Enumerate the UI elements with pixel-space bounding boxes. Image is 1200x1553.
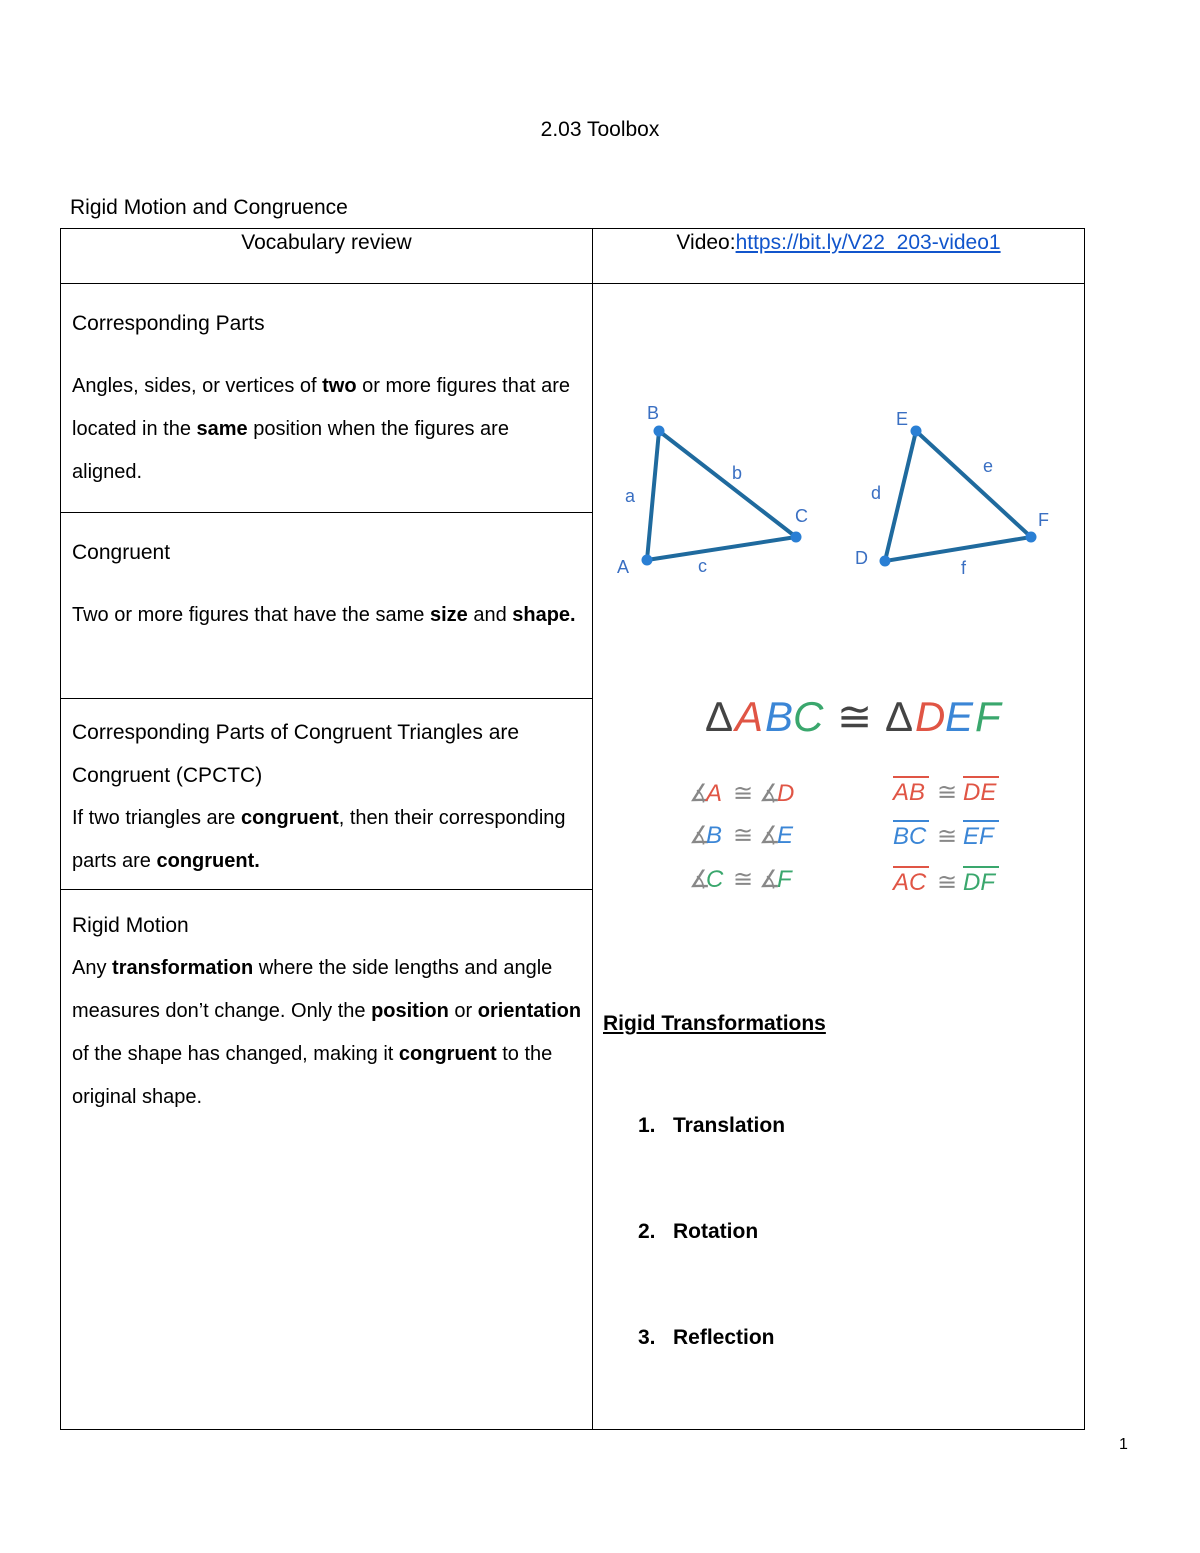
vertex-c-point [791, 532, 802, 543]
vertex-c-label: C [795, 506, 808, 526]
vertex-f-point [1026, 532, 1037, 543]
segment-congruences [891, 777, 999, 896]
side-f-label: f [961, 558, 967, 578]
def-bold: orientation [477, 1000, 582, 1022]
def-text: If two triangles are [72, 807, 241, 829]
angle-d-letter: D [777, 780, 795, 807]
triangle-def [855, 409, 1049, 578]
segment-de: DE [963, 779, 997, 806]
segment-ef: EF [963, 823, 994, 850]
def-text: and [467, 604, 513, 626]
term-title: Congruent [72, 541, 171, 564]
segment-ac: AC [893, 869, 927, 896]
cong-letter-b: B [765, 693, 794, 740]
angle-a-letter: A [706, 780, 723, 807]
list-number: 2. [638, 1220, 656, 1243]
def-text: or more figures that are located in the [72, 375, 570, 440]
angle-c-letter: C [706, 866, 724, 893]
def-bold: congruent [240, 807, 339, 829]
vertex-f-label: F [1038, 510, 1049, 530]
cong-symbol: ≅ [733, 780, 754, 807]
term-title: Rigid Motion [72, 914, 189, 937]
triangle-abc-shape [647, 431, 796, 560]
list-number: 3. [638, 1326, 656, 1349]
list-item [638, 1326, 785, 1432]
vertex-b-label: B [647, 403, 660, 423]
video-prefix: Video: [676, 231, 736, 254]
cong-letter-a: A [735, 693, 764, 740]
delta-symbol-left: Δ [705, 693, 734, 740]
segment-ab: AB [893, 779, 926, 806]
angle-symbol: ∡ [759, 780, 781, 807]
term-definition [72, 365, 582, 494]
term-rigid-motion [61, 890, 593, 1430]
segment-bc: BC [893, 823, 927, 850]
angle-symbol: ∡ [759, 822, 781, 849]
vertex-e-point [911, 426, 922, 437]
triangle-def-shape [885, 431, 1031, 561]
angle-b-letter: B [706, 822, 723, 849]
cong-letter-c: C [793, 693, 824, 740]
header-vocabulary-label: Vocabulary review [241, 231, 412, 254]
def-text: Any [72, 957, 113, 979]
term-definition [72, 797, 582, 883]
list-label: Reflection [673, 1326, 775, 1349]
def-text: , then their corresponding parts are [72, 807, 566, 872]
list-item [638, 1220, 785, 1326]
segment-df: DF [963, 869, 995, 896]
toolbox-table [60, 228, 1085, 1430]
side-a-label: a [625, 486, 636, 506]
def-bold: same [196, 418, 248, 440]
cong-symbol: ≅ [733, 866, 754, 893]
term-definition [72, 594, 582, 637]
video-link[interactable]: https://bit.ly/V22_203-video1 [735, 231, 1001, 254]
cong-symbol: ≅ [937, 869, 958, 896]
term-congruent [61, 513, 593, 699]
delta-symbol-right: Δ [885, 693, 914, 740]
term-title: Corresponding Parts of Congruent Triangles are Congruent (CPCTC) [72, 721, 520, 787]
cong-symbol: ≅ [937, 823, 958, 850]
angle-symbol: ∡ [689, 866, 711, 893]
def-bold: congruent. [156, 850, 260, 872]
side-d-label: d [871, 483, 882, 503]
angle-f-letter: F [777, 866, 792, 893]
list-label: Translation [673, 1114, 786, 1137]
angle-congruences [689, 780, 794, 893]
cong-symbol: ≅ [733, 822, 754, 849]
congruence-statement [705, 693, 1003, 740]
def-bold: shape. [512, 604, 576, 626]
vertex-d-label: D [855, 548, 868, 568]
header-vocabulary [61, 229, 593, 284]
def-bold: congruent [398, 1043, 497, 1065]
term-title: Corresponding Parts [72, 312, 265, 335]
congruent-symbol: ≅ [837, 693, 873, 740]
cong-letter-f: F [975, 693, 1001, 740]
list-item [638, 1114, 785, 1220]
vertex-a-point [642, 555, 653, 566]
term-corresponding-parts [61, 284, 593, 513]
side-e-label: e [983, 456, 994, 476]
angle-symbol: ∡ [689, 822, 711, 849]
figure-column [593, 284, 1085, 1430]
def-bold: size [429, 604, 468, 626]
page-number: 1 [1119, 1436, 1128, 1453]
side-b-label: b [732, 463, 743, 483]
angle-symbol: ∡ [759, 866, 781, 893]
header-video [593, 229, 1085, 284]
def-text: or [448, 1000, 478, 1022]
side-c-label: c [698, 556, 707, 576]
def-text: Two or more figures that have the same [72, 604, 430, 626]
vertex-d-point [880, 556, 891, 567]
def-text: where the side lengths and angle measures don’t change. Only the [72, 957, 553, 1022]
section-title: Rigid Motion and Congruence [70, 196, 348, 219]
angle-symbol: ∡ [689, 780, 711, 807]
def-bold: transformation [112, 957, 254, 979]
cong-letter-e: E [945, 693, 974, 740]
list-label: Rotation [673, 1220, 759, 1243]
vertex-a-label: A [617, 557, 630, 577]
cong-letter-d: D [915, 693, 946, 740]
def-text: to the original shape. [72, 1043, 553, 1108]
rigid-transformations-list [638, 1114, 785, 1432]
list-number: 1. [638, 1114, 656, 1137]
def-bold: position [371, 1000, 449, 1022]
cong-symbol: ≅ [937, 779, 958, 806]
document-title: 2.03 Toolbox [540, 118, 660, 141]
def-text: Angles, sides, or vertices of [72, 375, 323, 397]
def-text: position when the figures are aligned. [72, 418, 509, 483]
triangle-abc [617, 403, 808, 577]
vertex-e-label: E [896, 409, 909, 429]
vertex-b-point [654, 426, 665, 437]
rigid-transformations-heading: Rigid Transformations [603, 1012, 826, 1035]
term-cpctc [61, 699, 593, 890]
term-definition [72, 947, 582, 1119]
angle-e-letter: E [777, 822, 794, 849]
def-bold: two [322, 375, 357, 397]
def-text: of the shape has changed, making it [72, 1043, 399, 1065]
